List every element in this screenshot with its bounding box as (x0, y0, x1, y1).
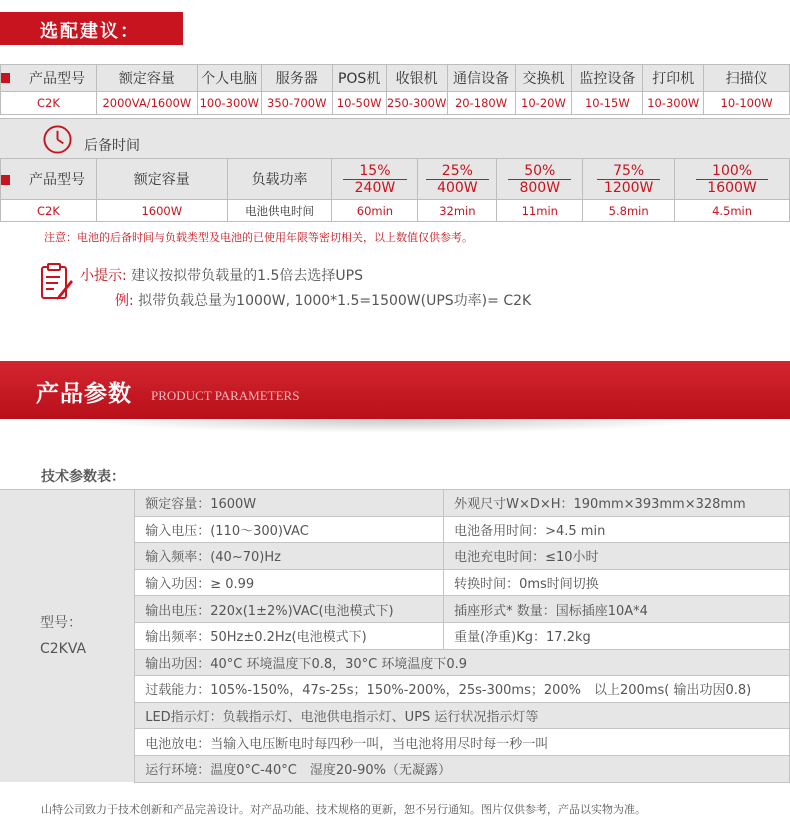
backup-cell-model: C2K (1, 200, 97, 222)
banner-shadow (70, 419, 720, 433)
load-15: $\frac{15\%}{240W}$ (332, 159, 418, 200)
spec-cell: 转换时间：0ms时间切换 (444, 569, 790, 596)
params-title-en: PRODUCT PARAMETERS (151, 388, 300, 403)
spec-cell: 输出功因：40°C 环境温度下0.8，30°C 环境温度下0.9 (135, 649, 790, 676)
clipboard-pen-icon (40, 262, 76, 302)
backup-time-bar (0, 118, 790, 158)
example-label: 例: (115, 293, 134, 309)
spec-table (0, 489, 790, 783)
header-printer: 打印机 (643, 65, 704, 92)
spec-cell: 插座形式* 数量：国标插座10A*4 (444, 596, 790, 623)
backup-cell-100: 4.5min (675, 200, 790, 222)
load-25: $\frac{25\%}{400W}$ (418, 159, 497, 200)
spec-cell: 输出电压：220x(1±2%)VAC(电池模式下) (135, 596, 444, 623)
cell-pc: 100-300W (197, 92, 261, 115)
header-telecom: 通信设备 (447, 65, 515, 92)
backup-cell-50: 11min (497, 200, 583, 222)
spec-cell: 额定容量：1600W (135, 490, 444, 517)
header-model: 产品型号 (1, 65, 97, 92)
selection-title: 选配建议： (40, 21, 140, 42)
cell-server: 350-700W (261, 92, 332, 115)
cell-switch: 10-20W (515, 92, 572, 115)
backup-header-model: 产品型号 (1, 159, 97, 200)
backup-time-label: 后备时间 (84, 138, 140, 154)
backup-cell-label: 电池供电时间 (227, 200, 332, 222)
tip-line-2 (115, 290, 531, 310)
selection-header-row (1, 65, 790, 92)
tip-line-1 (80, 265, 363, 285)
spec-cell: 输入功因：≥ 0.99 (135, 569, 444, 596)
spec-cell: 输出频率：50Hz±0.2Hz(电池模式下) (135, 622, 444, 649)
spec-table-title: 技术参数表： (41, 469, 125, 485)
backup-cell-capacity: 1600W (96, 200, 227, 222)
spec-cell: 电池充电时间：≤10小时 (444, 543, 790, 570)
header-pos: POS机 (332, 65, 386, 92)
cell-monitoring: 10-15W (572, 92, 643, 115)
tip-text: 建议按拟带负载量的1.5倍去选择UPS (131, 268, 364, 284)
model-cell (0, 490, 135, 783)
spec-cell: 重量(净重)Kg：17.2kg (444, 622, 790, 649)
header-cash-register: 收银机 (386, 65, 447, 92)
cell-capacity: 2000VA/1600W (96, 92, 197, 115)
clock-icon (42, 124, 73, 155)
spec-cell: 电池放电：当输入电压断电时每四秒一叫，当电池将用尽时每一秒一叫 (135, 729, 790, 756)
footer-disclaimer: 山特公司致力于技术创新和产品完善设计。对产品功能、技术规格的更新，恕不另行通知。图片仅供参考，产品以实物为准。 (41, 803, 646, 816)
model-value: C2KVA (40, 640, 87, 657)
backup-header-load: 负载功率 (227, 159, 332, 200)
spec-cell: 外观尺寸W×D×H：190mm×393mm×328mm (444, 490, 790, 517)
header-server: 服务器 (261, 65, 332, 92)
params-banner (0, 361, 790, 419)
spec-cell: 电池备用时间：>4.5 min (444, 516, 790, 543)
header-switch: 交换机 (515, 65, 572, 92)
params-title: 产品参数 (36, 381, 132, 407)
spec-cell: 输入频率：(40~70)Hz (135, 543, 444, 570)
backup-header-row (1, 159, 790, 200)
backup-note: 注意：电池的后备时间与负载类型及电池的已使用年限等密切相关，以上数值仅供参考。 (44, 231, 473, 244)
model-label: 型号： (40, 614, 82, 631)
spec-cell: 运行环境：温度0°C-40°C 湿度20-90%（无凝露） (135, 755, 790, 782)
backup-cell-75: 5.8min (583, 200, 675, 222)
load-100: $\frac{100\%}{1600W}$ (675, 159, 790, 200)
spec-row (0, 490, 790, 517)
backup-cell-15: 60min (332, 200, 418, 222)
header-monitoring: 监控设备 (572, 65, 643, 92)
example-text: 拟带负载总量为1000W, 1000*1.5=1500W(UPS功率)= C2K (138, 293, 532, 309)
selection-data-row (1, 92, 790, 115)
cell-scanner: 10-100W (704, 92, 790, 115)
backup-table (0, 158, 790, 222)
backup-header-capacity: 额定容量 (96, 159, 227, 200)
tip-label: 小提示: (80, 268, 127, 284)
load-50: $\frac{50\%}{800W}$ (497, 159, 583, 200)
cell-telecom: 20-180W (447, 92, 515, 115)
selection-banner (0, 12, 183, 45)
header-pc: 个人电脑 (197, 65, 261, 92)
selection-table (0, 64, 790, 115)
spec-cell: 输入电压：(110～300)VAC (135, 516, 444, 543)
header-capacity: 额定容量 (96, 65, 197, 92)
cell-cash-register: 250-300W (386, 92, 447, 115)
cell-printer: 10-300W (643, 92, 704, 115)
backup-data-row (1, 200, 790, 222)
cell-model: C2K (1, 92, 97, 115)
header-scanner: 扫描仪 (704, 65, 790, 92)
cell-pos: 10-50W (332, 92, 386, 115)
spec-cell: LED指示灯：负载指示灯、电池供电指示灯、UPS 运行状况指示灯等 (135, 702, 790, 729)
backup-cell-25: 32min (418, 200, 497, 222)
load-75: $\frac{75\%}{1200W}$ (583, 159, 675, 200)
spec-cell: 过载能力：105%-150%，47s-25s；150%-200%，25s-300ms；200% 以上200ms( 输出功因0.8) (135, 676, 790, 703)
